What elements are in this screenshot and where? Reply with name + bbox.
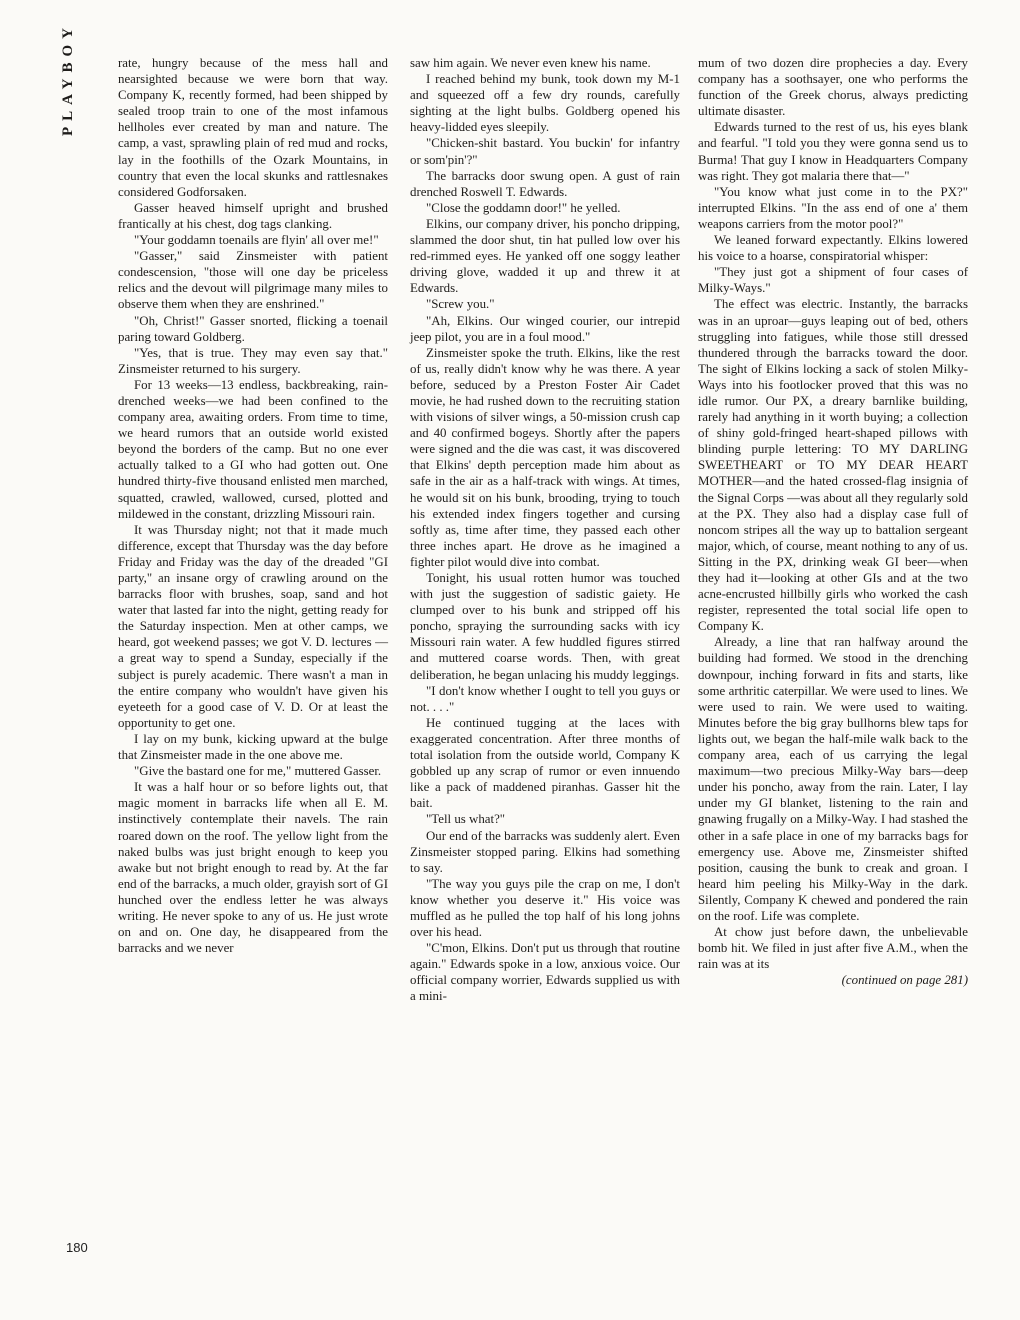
paragraph: "Chicken-shit bastard. You buckin' for infantry or som'pin'?" [410,136,680,167]
paragraph: "C'mon, Elkins. Don't put us through that routine again." Edwards spoke in a low, anxious voice. Our official company worrier, Edwards supplied us with a mini- [410,941,680,1004]
continuation-note: (continued on page 281) [841,973,968,988]
magazine-masthead: PLAYBOY [60,22,76,136]
paragraph: It was a half hour or so before lights out, that magic moment in barracks life when all E. M. instinctively contemplate their navels. The rain roared down on the roof. The yellow light from the naked bulbs was just bright enough to keep you awake but not bright enough to read by. At the far end of the barracks, a much older, grayish sort of GI hunched over the endless letter he was always writing. He never spoke to any of us. He just wrote on and on. One day, he disappeared from the barracks and we never [118,780,388,956]
paragraph: "Ah, Elkins. Our winged courier, our intrepid jeep pilot, you are in a foul mood." [410,313,680,344]
paragraph: "Screw you." [426,297,495,312]
paragraph: It was Thursday night; not that it made much difference, except that Thursday was the day before Friday and Friday was the day of the dreaded "GI party," an insane orgy of crawling around on the barracks floor with brushes, soap, sand and hot water that lasted far into the night, getting ready for the Saturday inspection. Men at other camps, we heard, got weekend passes; we got V. D. lectures —a great way to spend a Sunday, especially if the subject is purely academic. There wasn't a man in the entire company who wouldn't have given his eyeteeth for a good case of V. D. Or at least the opportunity to get one. [118,522,388,730]
paragraph: He continued tugging at the laces with exaggerated concentration. After three months of total isolation from the outside world, Company K gobbled up any scrap of rumor or even innuendo like a pack of maddened piranhas. Gasser hit the bait. [410,715,680,811]
paragraph: We leaned forward expectantly. Elkins lowered his voice to a hoarse, conspiratorial whisper: [698,233,968,264]
paragraph: Our end of the barracks was suddenly alert. Even Zinsmeister stopped paring. Elkins had something to say. [410,828,680,875]
paragraph: The barracks door swung open. A gust of rain drenched Roswell T. Edwards. [410,168,680,199]
paragraph: Already, a line that ran halfway around the building had formed. We stood in the drenching downpour, inching forward in fits and starts, like some arthritic caterpillar. We were used to lines. We were used to rain. We were used to waiting. Minutes before the big gray bullhorns blew taps for lights out, we began the half-mile walk back to the company area, each of us carrying the legal maximum—two precious Milky-Way bars—deep under his poncho, away from the rain. Later, I lay under my GI blanket, listening to the rain and gnawing frugally on a Milky-Way. I had stashed the other in a safe place in one of my barracks bags for emergency use. Above me, Zinsmeister shifted position, causing the bunk to creak and groan. I heard him peeling his Milky-Way in the dark. Silently, Company K chewed and pondered the rain on the roof. Life was complete. [698,635,968,923]
page-number: 180 [66,1240,88,1255]
paragraph: "Yes, that is true. They may even say that." Zinsmeister returned to his surgery. [118,345,388,376]
paragraph: Zinsmeister spoke the truth. Elkins, like the rest of us, really didn't know why he was there. A year before, seduced by a Preston Foster Air Cadet movie, he had rushed down to the recruiting station with visions of silver wings, a 50-mission crush cap and 40 confirmed bogeys. Shortly after the papers were signed and the die was cast, it was discovered that Elkins' depth perception made him about as safe in the air as a half-track with wings. At times, he would sit on his bunk, brooding, trying to touch his extended index fingers together and cursing softly as, time after time, they passed each other three inches apart. He drove as he imagined a fighter pilot would dive into combat. [410,345,680,569]
paragraph: saw him again. We never even knew his name. [410,56,651,70]
paragraph: Tonight, his usual rotten humor was touched with just the suggestion of sadistic gaiety. He clumped over to his bunk and stripped off his poncho, spraying the surrounding sacks with icy Missouri rain water. A few huddled figures stirred and muttered coarse words. Then, with great deliberation, he began unlacing his muddy leggings. [410,571,680,682]
paragraph: "The way you guys pile the crap on me, I don't know whether you deserve it." His voice was muffled as he pulled the top half of his long johns over his head. [410,876,680,940]
paragraph: "I don't know whether I ought to tell you guys or not. . . ." [410,683,680,714]
paragraph: rate, hungry because of the mess hall and nearsighted because we were born that way. Company K, recently formed, had been shipped by sealed troop train to one of the most infamous hellholes ever created by man and nature. The camp, a vast, sprawling plain of red mud and rocks, lay in the foothills of the Ozark Mountains, in country that even the local skunks and rattlesnakes considered Godforsaken. [118,56,388,199]
paragraph: Edwards turned to the rest of us, his eyes blank and fearful. "I told you they were gonna send us to Burma! That guy I know in Headquarters Company was right. They got malaria there that—" [698,120,968,183]
paragraph: At chow just before dawn, the unbelievable bomb hit. We filed in just after five A.M., when the rain was at its [698,925,968,972]
paragraph: For 13 weeks—13 endless, backbreaking, rain-drenched weeks—we had been confined to the company area, awaiting orders. From time to time, we heard rumors that an outside world existed beyond the borders of the camp. But no one ever actually talked to a GI who had gotten out. One hundred thirty-five thousand enlisted men marched, squatted, crawled, wallowed, cursed, plotted and mildewed in the constant, drizzling Missouri rain. [118,377,388,521]
article-column-1 [118,55,388,956]
paragraph: Elkins, our company driver, his poncho dripping, slammed the door shut, tin hat pulled low over his red-rimmed eyes. He yanked off one soggy leather driving glove, wadded it up and threw it at Edwards. [410,216,680,296]
paragraph: "Gasser," said Zinsmeister with patient condescension, "those will one day be priceless relics and the devout will pilgrimage many miles to observe them when they are enshrined." [118,249,388,312]
paragraph: "They just got a shipment of four cases of Milky-Ways." [698,265,968,296]
paragraph: I lay on my bunk, kicking upward at the bulge that Zinsmeister made in the one above me. [118,731,388,763]
paragraph: mum of two dozen dire prophecies a day. Every company has a soothsayer, one who performs the function of the Greek chorus, always predicting ultimate disaster. [698,56,968,119]
paragraph: "Close the goddamn door!" he yelled. [426,200,621,215]
paragraph: "Tell us what?" [426,812,506,827]
article-column-3 [698,55,968,988]
paragraph: I reached behind my bunk, took down my M-1 and squeezed off a few dry rounds, carefully sighting at the light bulbs. Goldberg opened his heavy-lidded eyes sleepily. [410,72,680,135]
paragraph: "Give the bastard one for me," muttered Gasser. [134,764,382,779]
paragraph: The effect was electric. Instantly, the barracks was in an uproar—guys leaping out of bed, others struggling into fatigues, while those still dressed thundered through the barracks toward the door. The sight of Elkins locking a sack of stolen Milky-Ways into his footlocker proved that this was no idle rumor. Our PX, a dreary barnlike building, rarely had anything in it worth buying; a collection of shiny gold-fringed heart-shaped pillows with blinding purple lettering: TO MY DARLING SWEETHEART or TO MY DEAR HEART MOTHER—and the hated crossed-flag insignia of the Signal Corps —was about all they regularly sold at the PX. They also had a display case full of noncom stripes all the way up to battalion sergeant major, which, of course, meant nothing to any of us. Sitting in the PX, drinking weak GI beer—when they had it—looking at other GIs and at the two acne-encrusted hillbilly girls who worked the cash register, represented the total social life open to Company K. [698,297,968,634]
paragraph: "You know what just come in to the PX?" interrupted Elkins. "In the ass end of one a' them weapons carriers from the motor pool?" [698,184,968,231]
paragraph: "Oh, Christ!" Gasser snorted, flicking a toenail paring toward Goldberg. [118,313,388,344]
paragraph: "Your goddamn toenails are flyin' all over me!" [134,233,379,248]
article-column-2 [410,55,680,1005]
paragraph: Gasser heaved himself upright and brushed frantically at his chest, dog tags clanking. [118,200,388,231]
